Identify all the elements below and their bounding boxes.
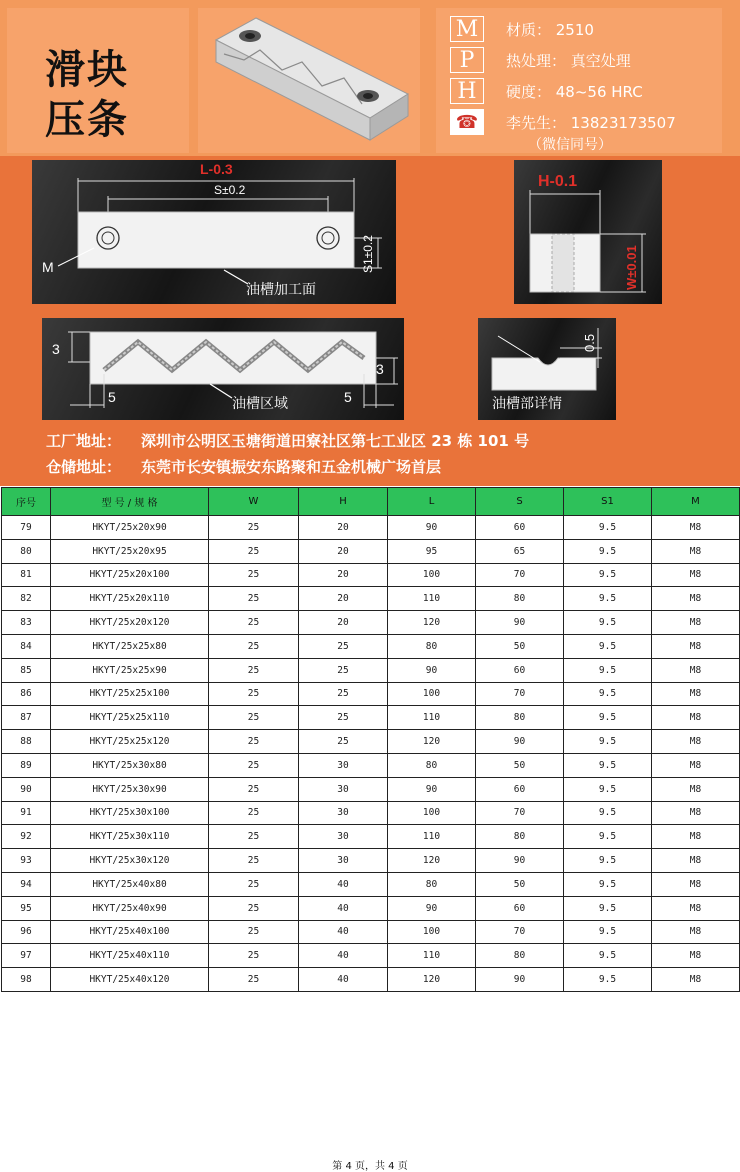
table-cell: 25 — [209, 587, 299, 611]
spec-row-hardness — [450, 78, 643, 104]
table-cell: 40 — [299, 968, 388, 992]
column-header: S — [476, 488, 564, 516]
table-cell: 9.5 — [564, 516, 652, 540]
table-cell: M8 — [652, 682, 740, 706]
table-row — [2, 658, 740, 682]
table-row — [2, 872, 740, 896]
table-cell: 96 — [2, 920, 51, 944]
table-cell: 81 — [2, 563, 51, 587]
table-cell: 9.5 — [564, 634, 652, 658]
title-line-2: 压条 — [45, 97, 129, 143]
column-header: H — [299, 488, 388, 516]
top-view-diagram — [32, 160, 396, 304]
table-cell: 20 — [299, 563, 388, 587]
table-cell: M8 — [652, 706, 740, 730]
table-cell: HKYT/25x25x120 — [51, 730, 209, 754]
table-cell: HKYT/25x40x80 — [51, 872, 209, 896]
spec-panel — [436, 8, 722, 153]
spec-table — [1, 487, 740, 992]
table-cell: 25 — [209, 753, 299, 777]
table-cell: 95 — [2, 896, 51, 920]
table-cell: M8 — [652, 825, 740, 849]
groove-detail-label: 油槽部详情 — [492, 395, 562, 411]
table-cell: 40 — [299, 944, 388, 968]
table-cell: 110 — [388, 944, 476, 968]
table-cell: 100 — [388, 563, 476, 587]
table-cell: 80 — [2, 539, 51, 563]
table-cell: 70 — [476, 682, 564, 706]
spec-heat-text: 热处理： 真空处理 — [506, 51, 631, 70]
table-cell: 9.5 — [564, 587, 652, 611]
table-cell: 9.5 — [564, 920, 652, 944]
table-cell: HKYT/25x40x90 — [51, 896, 209, 920]
table-cell: 25 — [299, 682, 388, 706]
table-cell: 9.5 — [564, 753, 652, 777]
table-row — [2, 730, 740, 754]
table-row — [2, 896, 740, 920]
table-cell: 91 — [2, 801, 51, 825]
letter-m-badge-icon: M — [450, 16, 484, 42]
table-cell: 110 — [388, 587, 476, 611]
dim-l-label: L-0.3 — [200, 161, 233, 177]
table-cell: 40 — [299, 872, 388, 896]
factory-address-row — [46, 430, 529, 451]
table-cell: 79 — [2, 516, 51, 540]
table-cell: 80 — [476, 587, 564, 611]
column-header: W — [209, 488, 299, 516]
table-cell: 82 — [2, 587, 51, 611]
dim-s-label: S±0.2 — [214, 183, 246, 197]
dim-3-left: 3 — [52, 341, 60, 357]
table-cell: HKYT/25x20x110 — [51, 587, 209, 611]
table-cell: 25 — [209, 682, 299, 706]
table-cell: HKYT/25x20x95 — [51, 539, 209, 563]
table-cell: 50 — [476, 872, 564, 896]
table-cell: HKYT/25x40x100 — [51, 920, 209, 944]
table-cell: M8 — [652, 872, 740, 896]
table-cell: HKYT/25x20x120 — [51, 611, 209, 635]
table-cell: 100 — [388, 801, 476, 825]
table-cell: M8 — [652, 896, 740, 920]
table-cell: 25 — [299, 658, 388, 682]
table-cell: 90 — [2, 777, 51, 801]
table-cell: 80 — [476, 825, 564, 849]
table-cell: 25 — [209, 658, 299, 682]
dim-w-label: W±0.01 — [624, 245, 639, 290]
wechat-note: （微信同号） — [528, 137, 612, 153]
table-cell: 90 — [476, 968, 564, 992]
table-cell: HKYT/25x20x100 — [51, 563, 209, 587]
spec-contact-text: 李先生： 13823173507 — [506, 113, 676, 132]
table-cell: 9.5 — [564, 968, 652, 992]
product-image-panel — [198, 8, 420, 153]
dim-3-right: 3 — [376, 361, 384, 377]
table-cell: 25 — [299, 730, 388, 754]
table-cell: 25 — [209, 801, 299, 825]
spec-row-heat — [450, 47, 631, 73]
groove-depth-label: 0.5 — [582, 333, 597, 352]
table-row — [2, 849, 740, 873]
table-cell: 80 — [476, 706, 564, 730]
table-cell: 9.5 — [564, 872, 652, 896]
table-cell: 25 — [209, 706, 299, 730]
table-cell: 100 — [388, 682, 476, 706]
table-cell: 25 — [209, 896, 299, 920]
table-row — [2, 825, 740, 849]
dim-s1-label: S1±0.2 — [361, 235, 375, 273]
table-row — [2, 634, 740, 658]
table-cell: 9.5 — [564, 539, 652, 563]
table-cell: 50 — [476, 634, 564, 658]
column-header: S1 — [564, 488, 652, 516]
table-cell: 9.5 — [564, 801, 652, 825]
table-cell: 90 — [388, 896, 476, 920]
table-cell: M8 — [652, 849, 740, 873]
table-row — [2, 777, 740, 801]
table-cell: 40 — [299, 896, 388, 920]
table-cell: 50 — [476, 753, 564, 777]
table-row — [2, 516, 740, 540]
table-cell: 89 — [2, 753, 51, 777]
letter-h-badge-icon: H — [450, 78, 484, 104]
warehouse-address: 东莞市长安镇振安东路聚和五金机械广场首层 — [141, 458, 442, 476]
table-cell: M8 — [652, 539, 740, 563]
table-row — [2, 611, 740, 635]
table-cell: 9.5 — [564, 730, 652, 754]
table-cell: 9.5 — [564, 777, 652, 801]
table-cell: M8 — [652, 801, 740, 825]
table-cell: 25 — [209, 920, 299, 944]
table-row — [2, 944, 740, 968]
spec-material-text: 材质： 2510 — [506, 20, 594, 39]
table-cell: 25 — [209, 563, 299, 587]
spec-row-material — [450, 16, 594, 42]
table-cell: 20 — [299, 611, 388, 635]
table-cell: 25 — [209, 825, 299, 849]
table-cell: 30 — [299, 849, 388, 873]
table-cell: 9.5 — [564, 658, 652, 682]
table-cell: 30 — [299, 777, 388, 801]
table-cell: M8 — [652, 563, 740, 587]
table-cell: 65 — [476, 539, 564, 563]
table-cell: 60 — [476, 777, 564, 801]
groove-area-label: 油槽区域 — [232, 395, 288, 411]
factory-address: 深圳市公明区玉塘街道田寮社区第七工业区 23 栋 101 号 — [141, 432, 530, 450]
table-row — [2, 563, 740, 587]
table-cell: M8 — [652, 944, 740, 968]
table-cell: HKYT/25x25x110 — [51, 706, 209, 730]
table-cell: 86 — [2, 682, 51, 706]
table-cell: M8 — [652, 753, 740, 777]
table-cell: 9.5 — [564, 849, 652, 873]
dim-h-label: H-0.1 — [538, 173, 578, 190]
table-cell: 90 — [476, 611, 564, 635]
table-cell: HKYT/25x40x110 — [51, 944, 209, 968]
table-cell: 25 — [209, 516, 299, 540]
table-cell: 25 — [209, 849, 299, 873]
table-cell: M8 — [652, 777, 740, 801]
column-header: 型 号 / 规 格 — [51, 488, 209, 516]
page-footer: 第 4 页，共 4 页 — [332, 1161, 408, 1172]
table-cell: 97 — [2, 944, 51, 968]
table-cell: 120 — [388, 968, 476, 992]
table-cell: M8 — [652, 920, 740, 944]
table-cell: 20 — [299, 516, 388, 540]
table-cell: 98 — [2, 968, 51, 992]
table-cell: 20 — [299, 539, 388, 563]
warehouse-address-row — [46, 456, 441, 477]
table-cell: 25 — [209, 611, 299, 635]
column-header: 序号 — [2, 488, 51, 516]
table-cell: 120 — [388, 611, 476, 635]
table-cell: 80 — [476, 944, 564, 968]
table-cell: 120 — [388, 730, 476, 754]
title-panel — [7, 8, 189, 153]
table-cell: 30 — [299, 825, 388, 849]
table-row — [2, 587, 740, 611]
table-row — [2, 920, 740, 944]
table-cell: M8 — [652, 516, 740, 540]
table-cell: 9.5 — [564, 563, 652, 587]
table-cell: 90 — [476, 849, 564, 873]
table-body — [2, 516, 740, 992]
table-cell: 25 — [209, 730, 299, 754]
table-cell: 85 — [2, 658, 51, 682]
groove-face-label: 油槽加工面 — [246, 281, 316, 297]
table-cell: 100 — [388, 920, 476, 944]
table-row — [2, 682, 740, 706]
table-cell: HKYT/25x40x120 — [51, 968, 209, 992]
column-header: M — [652, 488, 740, 516]
slide-bar-render-image — [198, 8, 420, 153]
spec-row-contact — [450, 109, 676, 135]
table-cell: 84 — [2, 634, 51, 658]
table-cell: 25 — [209, 968, 299, 992]
groove-area-drawing — [42, 318, 404, 420]
table-cell: M8 — [652, 968, 740, 992]
warehouse-label: 仓储地址： — [46, 458, 122, 476]
table-cell: 60 — [476, 516, 564, 540]
factory-label: 工厂地址： — [46, 432, 122, 450]
table-cell: 110 — [388, 706, 476, 730]
table-cell: 25 — [299, 634, 388, 658]
table-cell: 93 — [2, 849, 51, 873]
table-cell: HKYT/25x30x90 — [51, 777, 209, 801]
table-cell: 90 — [388, 777, 476, 801]
table-cell: 9.5 — [564, 611, 652, 635]
dim-5-right: 5 — [344, 389, 352, 405]
table-cell: 70 — [476, 920, 564, 944]
table-cell: 30 — [299, 753, 388, 777]
table-cell: 88 — [2, 730, 51, 754]
top-view-drawing — [32, 160, 396, 304]
table-cell: 90 — [476, 730, 564, 754]
table-cell: 87 — [2, 706, 51, 730]
table-row — [2, 968, 740, 992]
table-cell: M8 — [652, 587, 740, 611]
phone-icon: ☎ — [450, 109, 484, 135]
table-cell: HKYT/25x20x90 — [51, 516, 209, 540]
table-cell: 60 — [476, 896, 564, 920]
table-cell: HKYT/25x30x80 — [51, 753, 209, 777]
table-cell: 90 — [388, 658, 476, 682]
table-header-row — [2, 488, 740, 516]
table-cell: 30 — [299, 801, 388, 825]
table-cell: M8 — [652, 730, 740, 754]
table-row — [2, 706, 740, 730]
table-cell: 9.5 — [564, 825, 652, 849]
table-cell: 83 — [2, 611, 51, 635]
table-cell: 25 — [209, 872, 299, 896]
column-header: L — [388, 488, 476, 516]
spec-hardness-text: 硬度： 48~56 HRC — [506, 82, 643, 101]
table-row — [2, 539, 740, 563]
table-cell: 40 — [299, 920, 388, 944]
table-cell: HKYT/25x30x120 — [51, 849, 209, 873]
table-cell: 9.5 — [564, 944, 652, 968]
dim-5-left: 5 — [108, 389, 116, 405]
table-cell: M8 — [652, 634, 740, 658]
table-cell: 25 — [209, 777, 299, 801]
table-cell: M8 — [652, 611, 740, 635]
table-cell: 92 — [2, 825, 51, 849]
table-row — [2, 801, 740, 825]
groove-area-diagram — [42, 318, 404, 420]
table-cell: 9.5 — [564, 706, 652, 730]
table-cell: 80 — [388, 634, 476, 658]
table-cell: 25 — [299, 706, 388, 730]
side-view-diagram — [514, 160, 662, 304]
side-view-drawing — [514, 160, 662, 304]
letter-p-badge-icon: P — [450, 47, 484, 73]
table-cell: 80 — [388, 753, 476, 777]
groove-detail-diagram — [478, 318, 616, 420]
table-cell: 94 — [2, 872, 51, 896]
table-cell: M8 — [652, 658, 740, 682]
table-cell: HKYT/25x25x90 — [51, 658, 209, 682]
table-cell: HKYT/25x25x100 — [51, 682, 209, 706]
table-row — [2, 753, 740, 777]
title-line-1: 滑块 — [45, 47, 129, 93]
table-cell: 60 — [476, 658, 564, 682]
dim-m-label: M — [42, 259, 54, 275]
table-cell: 90 — [388, 516, 476, 540]
table-cell: 80 — [388, 872, 476, 896]
table-cell: HKYT/25x30x110 — [51, 825, 209, 849]
table-cell: 25 — [209, 944, 299, 968]
table-cell: 120 — [388, 849, 476, 873]
table-cell: HKYT/25x30x100 — [51, 801, 209, 825]
table-cell: 70 — [476, 563, 564, 587]
table-cell: 20 — [299, 587, 388, 611]
groove-detail-drawing — [478, 318, 616, 420]
table-cell: 9.5 — [564, 896, 652, 920]
table-cell: 110 — [388, 825, 476, 849]
product-banner — [0, 0, 740, 486]
table-cell: HKYT/25x25x80 — [51, 634, 209, 658]
table-cell: 9.5 — [564, 682, 652, 706]
table-cell: 25 — [209, 539, 299, 563]
table-cell: 25 — [209, 634, 299, 658]
table-cell: 70 — [476, 801, 564, 825]
table-cell: 95 — [388, 539, 476, 563]
